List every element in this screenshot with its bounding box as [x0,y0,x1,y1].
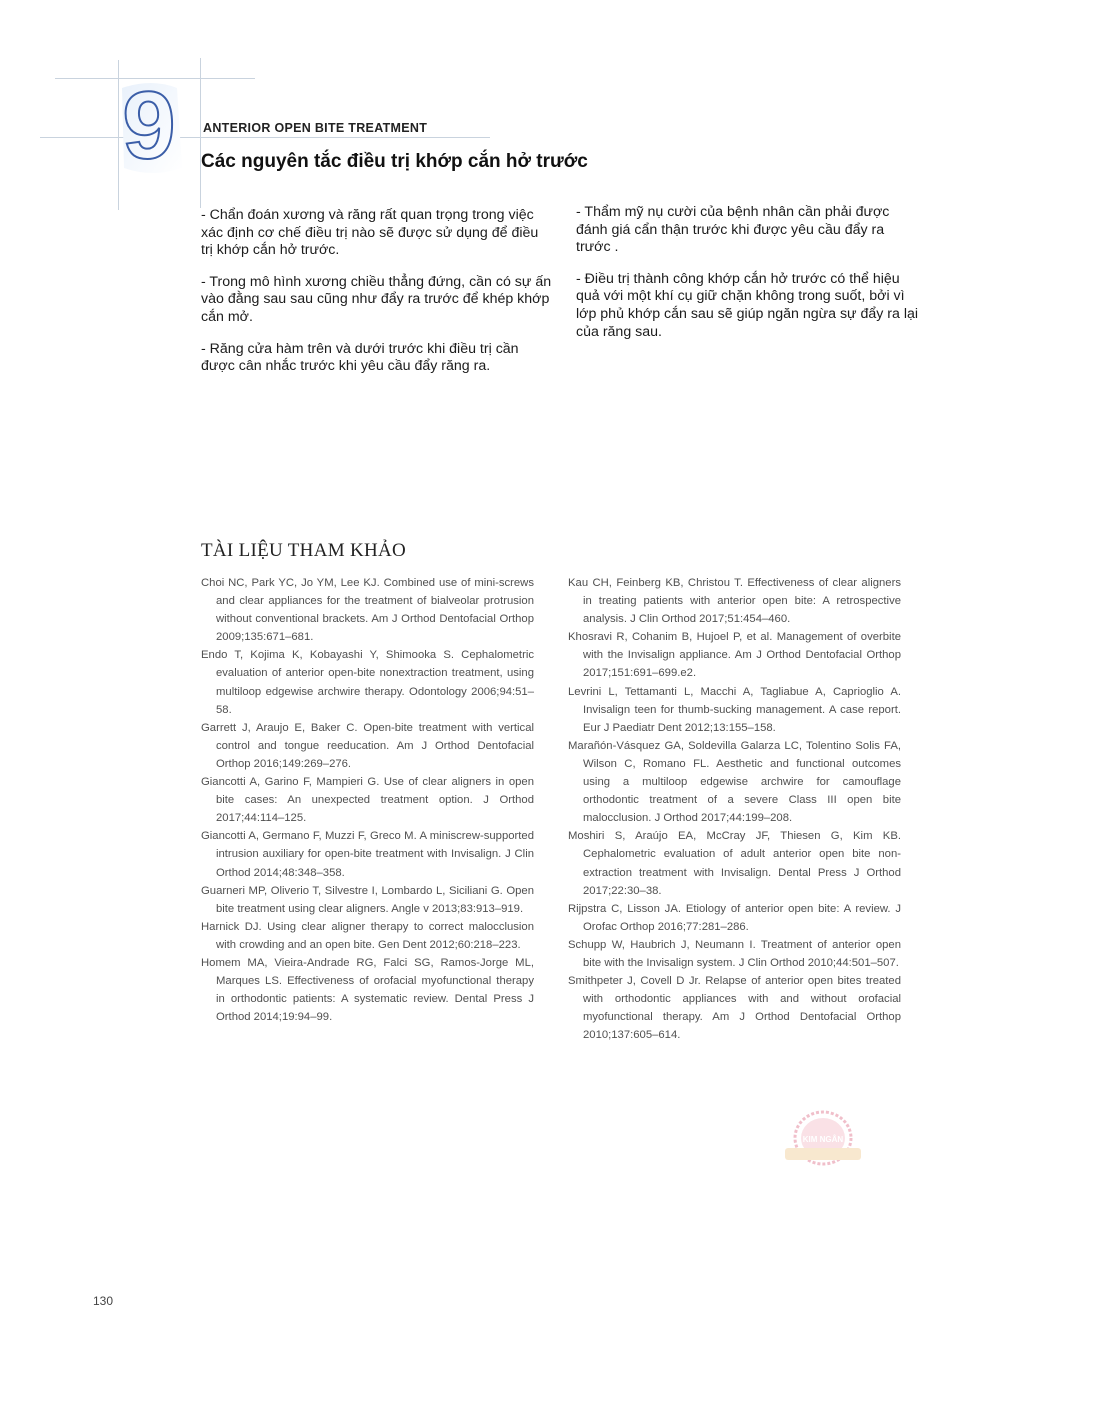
reference-item: Moshiri S, Araújo EA, McCray JF, Thiesen G, Kim KB. Cephalometric evaluation of adult anterior open bite non-extraction treatment with Invisalign. Dental Press J Orthod 2017;22:30–38. [568,830,901,897]
principles-right-column [576,204,921,355]
references-title: TÀI LIỆU THAM KHẢO [201,540,407,561]
principle-paragraph: - Trong mô hình xương chiều thẳng đứng, cần có sự ấn vào đằng sau sau cũng như đẩy ra trước để khép khớp cắn mở. [201,273,552,325]
references-right-column [568,574,901,1044]
principle-paragraph: - Thẩm mỹ nụ cười của bệnh nhân cần phải được đánh giá cẩn thận trước khi được yêu cầu đẩy ra trước . [576,204,890,256]
principle-paragraph: - Chẩn đoán xương và răng rất quan trọng trong việc xác định cơ chế điều trị nào sẽ được sử dụng để điều trị khớp cắn hở trước. [201,207,539,259]
header-rule-vertical-right [200,58,201,208]
reference-item: Giancotti A, Garino F, Mampieri G. Use of clear aligners in open bite cases: An unexpected treatment option. J Orthod 2017;44:114–125. [201,776,534,825]
principles-left-column [201,207,553,390]
reference-item: Guarneri MP, Oliverio T, Silvestre I, Lombardo L, Siciliani G. Open bite treatment using clear aligners. Angle v 2013;83:913–919. [201,884,534,915]
reference-item: Giancotti A, Germano F, Muzzi F, Greco M. A miniscrew-supported intrusion auxiliary for open-bite treatment with Invisalign. J Clin Orthod 2014;48:348–358. [201,830,534,879]
reference-item: Endo T, Kojima K, Kobayashi Y, Shimooka S. Cephalometric evaluation of anterior open-bite nonextraction treatment, using multiloop edgewise archwire therapy. Odontology 2006;94:51–58. [201,649,534,716]
stamp-text: KIM NGÂN [802,1135,844,1144]
header-rule-horizontal-lower [40,137,490,138]
watermark-stamp [773,1108,873,1172]
reference-item: Schupp W, Haubrich J, Neumann I. Treatment of anterior open bite with the Invisalign system. J Clin Orthod 2010;44:501–507. [568,938,901,969]
reference-item: Khosravi R, Cohanim B, Hujoel P, et al. Management of overbite with the Invisalign appliance. Am J Orthod Dentofacial Orthop 2017;151:691–699.e2. [568,631,901,680]
chapter-number: 9 [122,78,176,178]
reference-item: Garrett J, Araujo E, Baker C. Open-bite treatment with vertical control and tongue reeducation. Am J Orthod Dentofacial Orthop 2016;149:269–276. [201,721,534,770]
reference-item: Choi NC, Park YC, Jo YM, Lee KJ. Combined use of mini-screws and clear appliances for the treatment of bialveolar protrusion without conventional brackets. Am J Orthod Dentofacial Orthop 2009;135:671–681. [201,577,534,644]
principle-paragraph: - Điều trị thành công khớp cắn hở trước có thể hiệu quả với một khí cụ giữ chặn không trong suốt, bởi vì lớp phủ khớp cắn sau sẽ giúp ngăn ngừa sự đẩy ra lại của răng sau. [576,270,919,340]
chapter-number-mark [112,78,187,178]
reference-item: Kau CH, Feinberg KB, Christou T. Effectiveness of clear aligners in treating patients with anterior open bite: A retrospective analysis. J Clin Orthod 2017;51:454–460. [568,577,901,626]
reference-item: Smithpeter J, Covell D Jr. Relapse of anterior open bites treated with orthodontic appliances with and without orofacial myofunctional therapy. Am J Orthod Dentofacial Orthop 2010;137:605–614. [568,975,901,1042]
reference-item: Homem MA, Vieira-Andrade RG, Falci SG, Ramos-Jorge ML, Marques LS. Effectiveness of orofacial myofunctional therapy in orthodontic patients: A systematic review. Dental Press J Orthod 2014;19:94–99. [201,956,534,1024]
reference-item: Harnick DJ. Using clear aligner therapy to correct malocclusion with crowding and an open bite. Gen Dent 2012;60:218–223. [201,920,534,951]
principle-paragraph: - Răng cửa hàm trên và dưới trước khi điều trị cần được cân nhắc trước khi yêu cầu đẩy răng ra. [201,340,519,375]
reference-item: Marañón-Vásquez GA, Soldevilla Galarza LC, Tolentino Solis FA, Wilson C, Romano FL. Aesthetic and functional outcomes using a multiloop edgewise archwire for camouflage orthodontic treatment of a severe Class III open bite malocclusion. J Orthod 2017;44:199–208. [568,739,901,825]
reference-item: Rijpstra C, Lisson JA. Etiology of anterior open bite: A review. J Orofac Orthop 2016;77:281–286. [568,902,901,933]
reference-item: Levrini L, Tettamanti L, Macchi A, Tagliabue A, Caprioglio A. Invisalign teen for thumb-sucking management. A case report. Eur J Paediatr Dent 2012;13:155–158. [568,685,901,734]
references-left-column [201,574,534,1026]
section-title: Các nguyên tắc điều trị khớp cắn hở trước [201,151,588,172]
running-head: ANTERIOR OPEN BITE TREATMENT [203,121,428,135]
page-number: 130 [93,1294,114,1308]
